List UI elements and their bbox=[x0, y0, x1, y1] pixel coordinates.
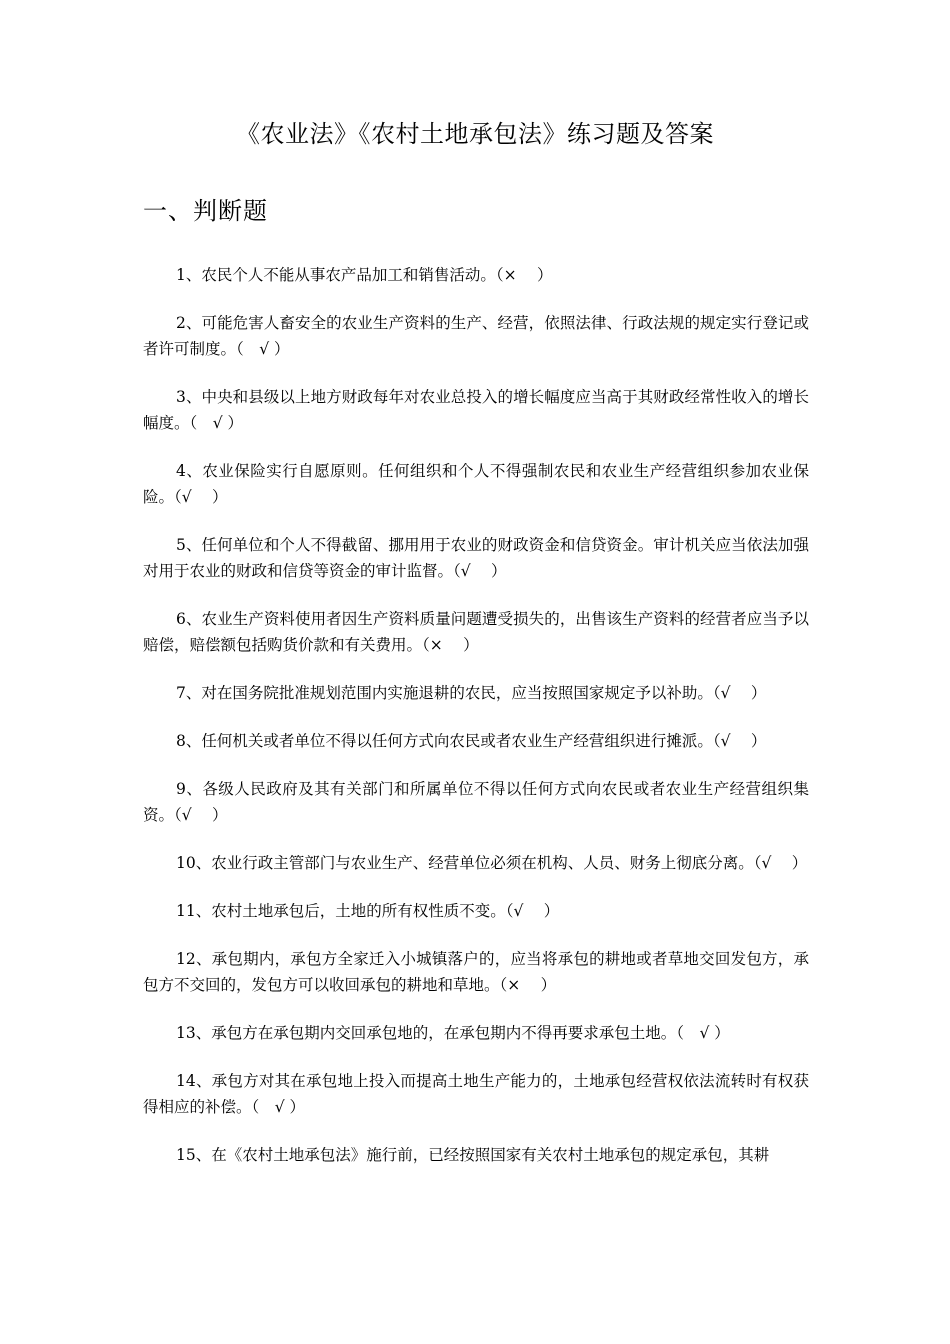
question-item: 15、在《农村土地承包法》施行前，已经按照国家有关农村土地承包的规定承包，其耕 bbox=[176, 1146, 770, 1164]
question-item: 14、承包方对其在承包地上投入而提高土地生产能力的，土地承包经营权依法流转时有权获得相应的补偿。（ √ ） bbox=[143, 1072, 809, 1116]
question-item: 9、各级人民政府及其有关部门和所属单位不得以任何方式向农民或者农业生产经营组织集资。（√ ） bbox=[143, 780, 809, 824]
question-item: 2、可能危害人畜安全的农业生产资料的生产、经营，依照法律、行政法规的规定实行登记或者许可制度。（ √ ） bbox=[143, 314, 809, 358]
question-item: 7、对在国务院批准规划范围内实施退耕的农民，应当按照国家规定予以补助。（√ ） bbox=[176, 684, 767, 702]
question-item: 11、农村土地承包后，土地的所有权性质不变。（√ ） bbox=[176, 902, 560, 920]
document-title: 《农业法》《农村土地承包法》练习题及答案 bbox=[236, 120, 714, 148]
question-item: 6、农业生产资料使用者因生产资料质量问题遭受损失的，出售该生产资料的经营者应当予以赔偿，赔偿额包括购货价款和有关费用。（× ） bbox=[143, 610, 809, 654]
question-item: 3、中央和县级以上地方财政每年对农业总投入的增长幅度应当高于其财政经常性收入的增长幅度。（ √ ） bbox=[143, 388, 809, 432]
question-item: 12、承包期内，承包方全家迁入小城镇落户的，应当将承包的耕地或者草地交回发包方，承包方不交回的，发包方可以收回承包的耕地和草地。（× ） bbox=[143, 950, 809, 994]
question-list bbox=[143, 262, 809, 1190]
question-item: 4、农业保险实行自愿原则。任何组织和个人不得强制农民和农业生产经营组织参加农业保险。（√ ） bbox=[143, 462, 809, 506]
question-item: 5、任何单位和个人不得截留、挪用用于农业的财政资金和信贷资金。审计机关应当依法加强对用于农业的财政和信贷等资金的审计监督。（√ ） bbox=[143, 536, 809, 580]
question-item: 8、任何机关或者单位不得以任何方式向农民或者农业生产经营组织进行摊派。（√ ） bbox=[176, 732, 767, 750]
question-item: 10、农业行政主管部门与农业生产、经营单位必须在机构、人员、财务上彻底分离。（√ ） bbox=[176, 854, 808, 872]
question-item: 13、承包方在承包期内交回承包地的，在承包期内不得再要求承包土地。（ √ ） bbox=[176, 1024, 730, 1042]
question-item: 1、农民个人不能从事农产品加工和销售活动。（× ） bbox=[176, 266, 553, 284]
section-heading: 一、判断题 bbox=[143, 197, 268, 225]
